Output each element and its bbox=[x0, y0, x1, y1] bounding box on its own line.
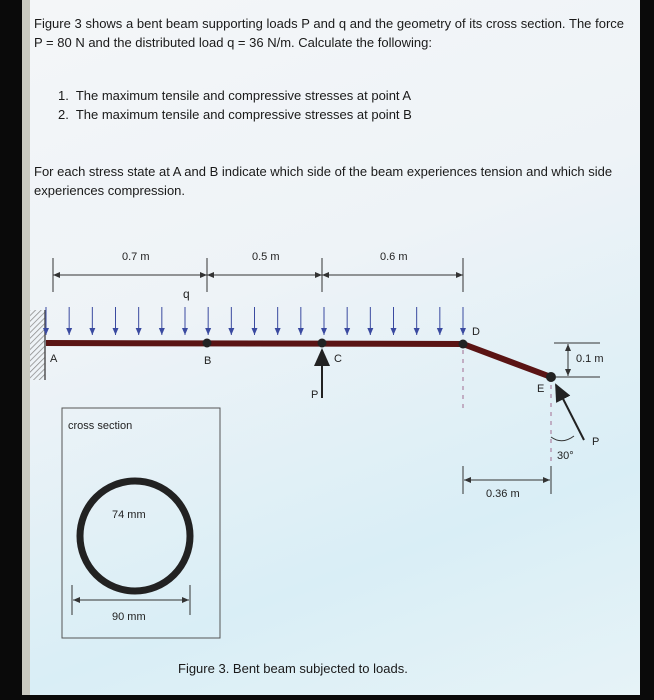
distributed-load bbox=[46, 307, 463, 335]
dim-rise: 0.1 m bbox=[576, 353, 604, 365]
span-dimensions bbox=[53, 258, 463, 292]
label-c: C bbox=[334, 353, 342, 365]
force-label-e: P bbox=[592, 436, 600, 448]
task-text: The maximum tensile and compressive stresses at point A bbox=[75, 88, 412, 103]
point-c-marker bbox=[318, 339, 327, 348]
outer-diameter: 90 mm bbox=[112, 611, 146, 623]
dim-run: 0.36 m bbox=[486, 488, 520, 500]
problem-intro: Figure 3 shows a bent beam supporting loads P and q and the geometry of its cross section. The force P = 80 N and the distributed load q = 36 N/m. Calculate the following: bbox=[34, 16, 624, 50]
angle-arc bbox=[551, 436, 574, 441]
load-label: q bbox=[183, 287, 190, 301]
force-p-at-e bbox=[556, 385, 584, 440]
tube-cross-section bbox=[80, 481, 190, 591]
label-a: A bbox=[50, 353, 58, 365]
label-e: E bbox=[537, 383, 545, 395]
problem-note: For each stress state at A and B indicate which side of the beam experiences tension and which side experiences compression. bbox=[34, 164, 613, 198]
angle-label: 30° bbox=[557, 450, 574, 462]
point-e-marker bbox=[546, 372, 556, 382]
cross-section-title: cross section bbox=[68, 420, 133, 432]
task-number: 2. bbox=[58, 107, 69, 122]
task-number: 1. bbox=[58, 88, 69, 103]
point-b-marker bbox=[203, 339, 212, 348]
point-d-marker bbox=[459, 340, 468, 349]
force-label-c: P bbox=[311, 389, 319, 401]
task-text: The maximum tensile and compressive stresses at point B bbox=[75, 107, 412, 122]
label-d: D bbox=[472, 326, 480, 338]
cross-section-box bbox=[62, 408, 220, 638]
dim-cd: 0.6 m bbox=[380, 251, 408, 263]
beam bbox=[46, 343, 551, 377]
dim-ab: 0.7 m bbox=[122, 251, 150, 263]
inner-diameter: 74 mm bbox=[112, 509, 146, 521]
figure-caption: Figure 3. Bent beam subjected to loads. bbox=[178, 661, 408, 676]
dim-bc: 0.5 m bbox=[252, 251, 280, 263]
label-b: B bbox=[204, 355, 212, 367]
fixed-support bbox=[30, 310, 45, 380]
